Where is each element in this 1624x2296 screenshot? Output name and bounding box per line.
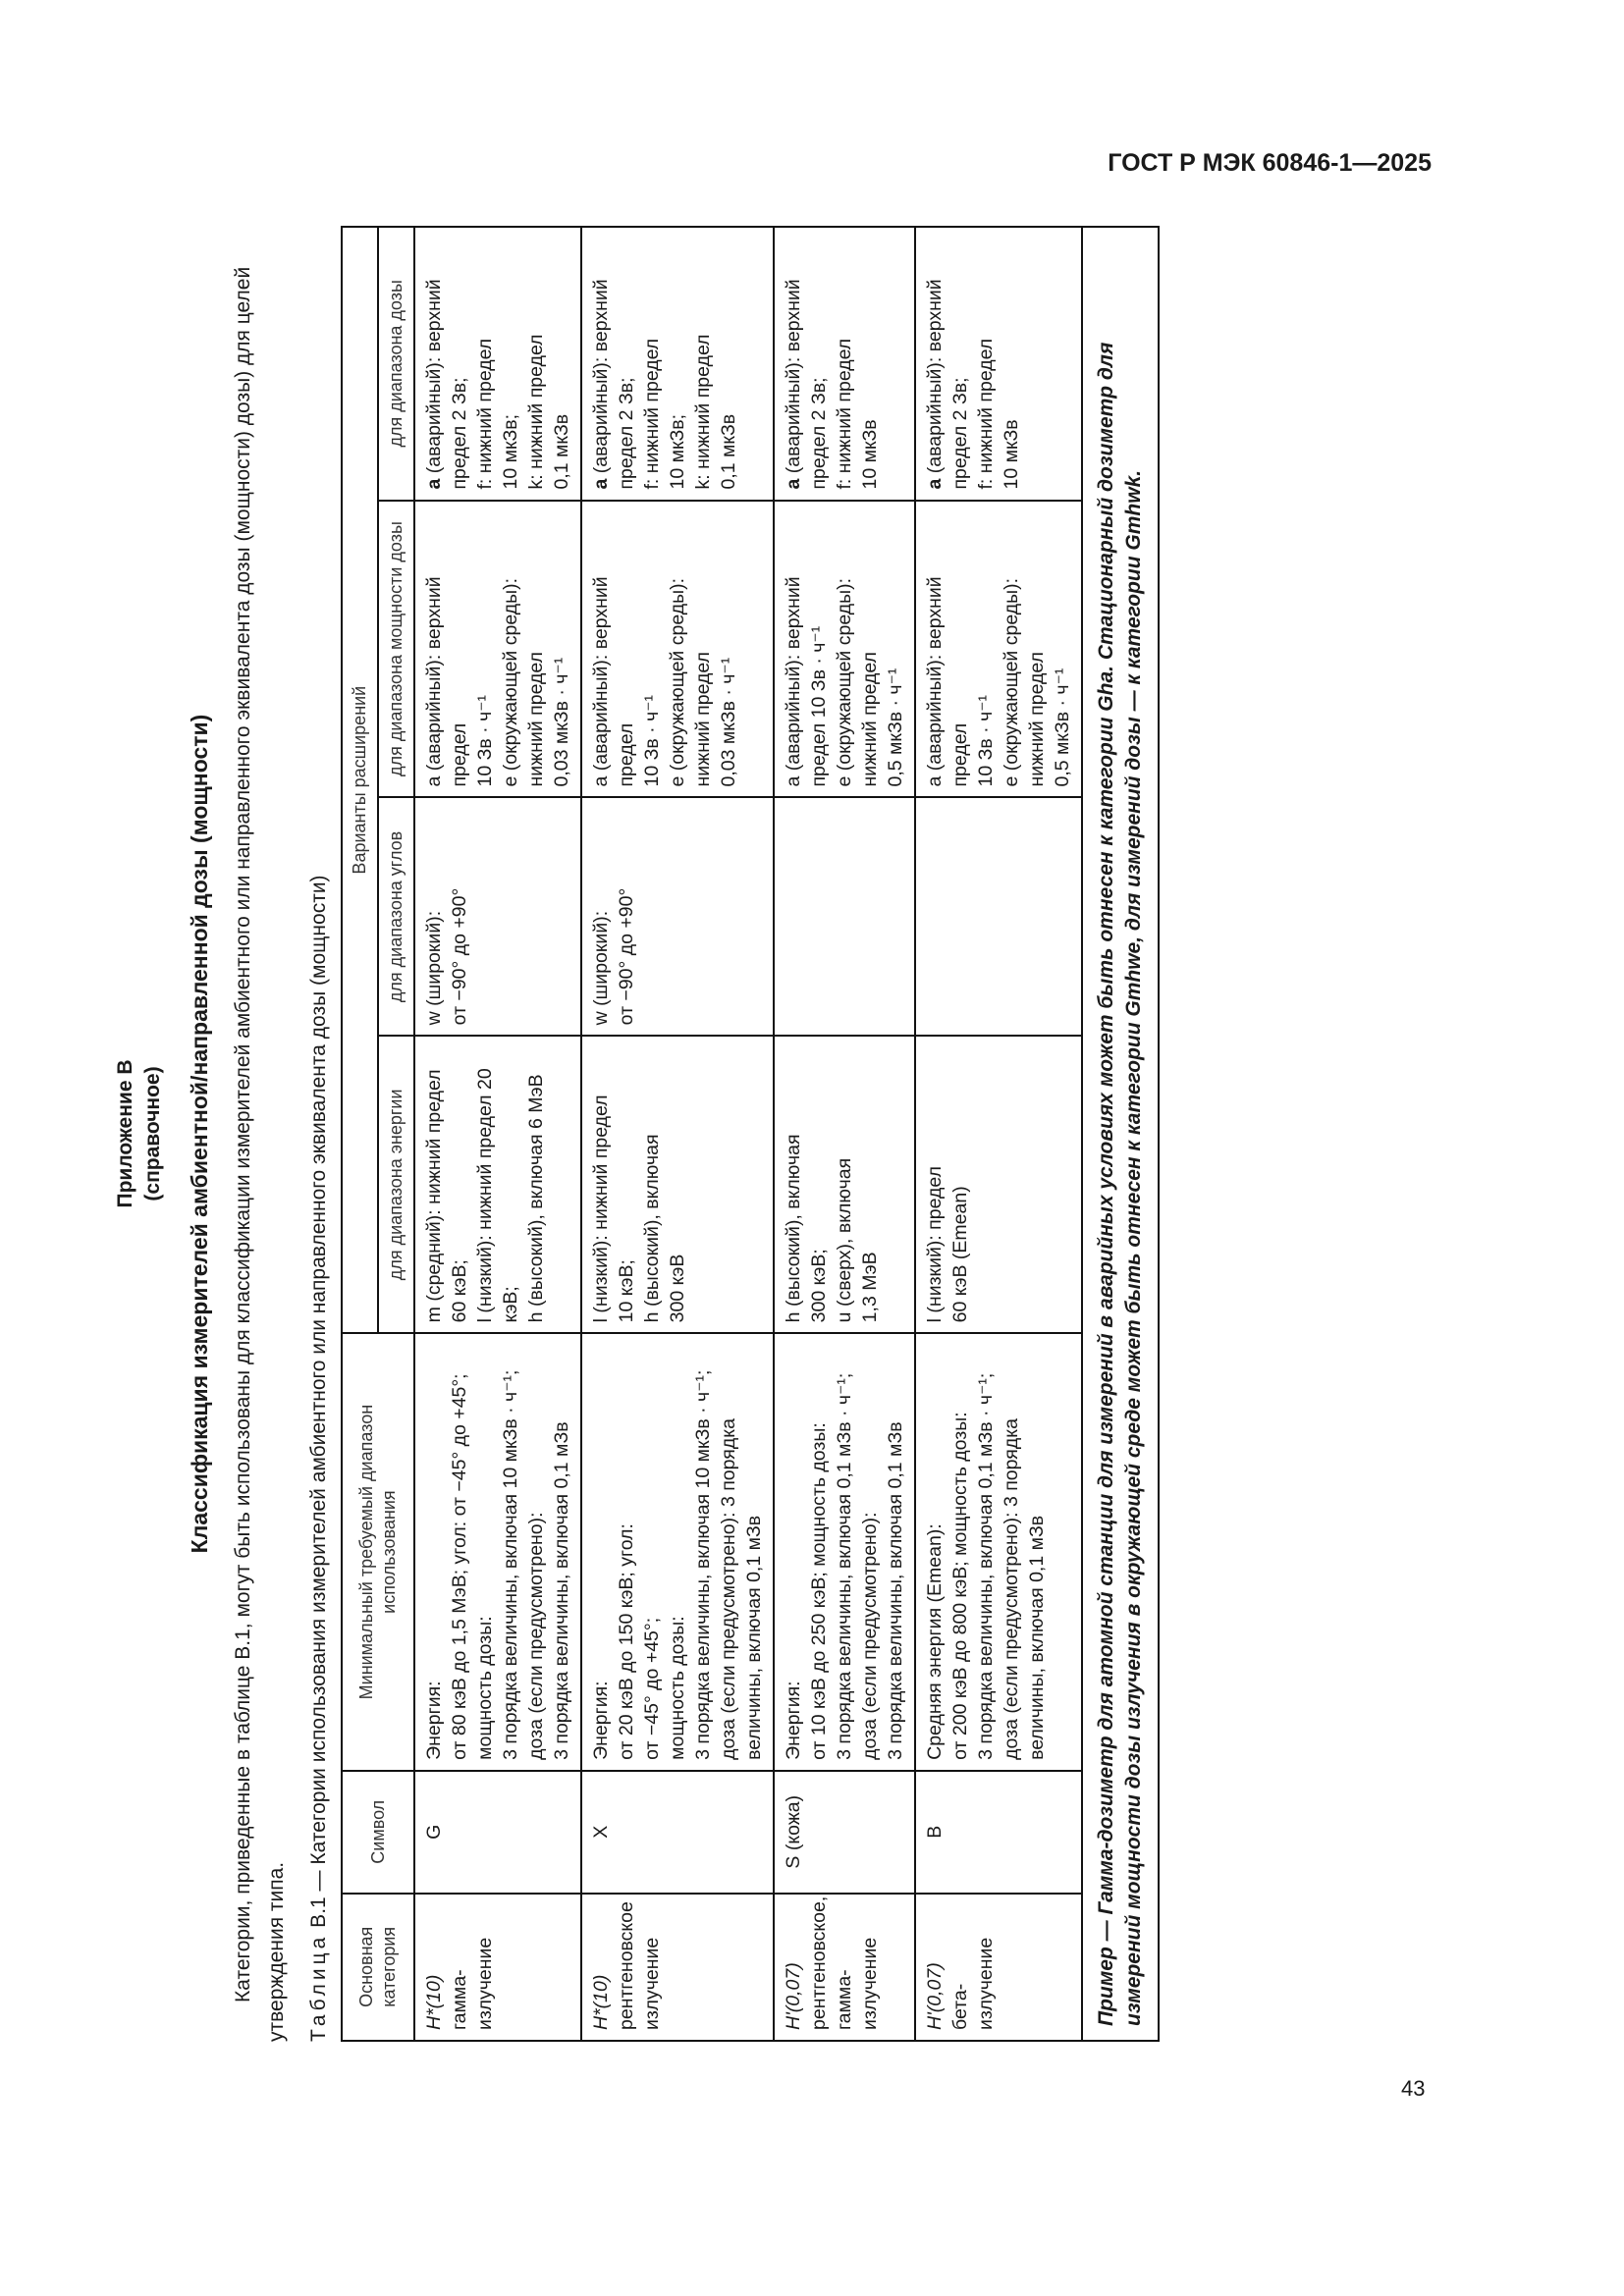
min_range-line: от 10 кэВ до 250 кэВ; мощность дозы:	[808, 1422, 830, 1760]
category-text: бета-излучение	[949, 1937, 997, 2030]
dose-line: (аварийный): верхний предел 2 Зв;	[590, 279, 637, 490]
dose-emergency-letter: a	[783, 478, 804, 490]
header-min-range: Минимальный требуемый диапазон использования	[342, 1333, 414, 1771]
appendix-heading	[112, 226, 167, 2042]
energy-line: h (высокий), включая 6 МэВ	[525, 1074, 547, 1323]
rate-line: a (аварийный): верхний предел	[590, 576, 637, 787]
header-variants: Варианты расширений	[342, 227, 378, 1333]
dose-cell	[774, 227, 915, 501]
symbol-cell: S (кожа)	[774, 1771, 915, 1894]
angles-line: от −90° до +90°	[449, 887, 470, 1026]
rate-line: 0,03 мкЗв · ч⁻¹	[718, 657, 739, 787]
rate-line: 10 Зв · ч⁻¹	[641, 694, 663, 787]
table-caption	[307, 226, 331, 2042]
header-energy: для диапазона энергии	[378, 1036, 414, 1333]
energy-line: 60 кэВ (Emean)	[949, 1186, 971, 1323]
min_range-line: доза (если предусмотрено):	[859, 1512, 881, 1760]
rate-cell	[581, 501, 774, 798]
dose-line: f: нижний предел	[834, 338, 855, 490]
rate-cell	[414, 501, 581, 798]
min_range-line: от 80 кэВ до 1,5 МэВ; угол: от −45° до +45°;	[449, 1373, 470, 1760]
rate-line: e (окружающей среды): нижний предел	[1001, 577, 1048, 787]
category-symbol: H'(0,07)	[924, 1962, 946, 2030]
dose-line: 10 мкЗв;	[667, 413, 688, 490]
category-text: рентгеновское, гамма-излучение	[808, 1896, 881, 2030]
dose-line: (аварийный): верхний предел 2 Зв;	[924, 279, 971, 490]
rotated-content	[98, 226, 1434, 2042]
min_range-line: 3 порядка величины, включая 0,1 мЗв	[551, 1421, 572, 1760]
min_range-line: Энергия:	[423, 1681, 445, 1760]
dose-line: f: нижний предел	[975, 338, 997, 490]
dose-line: (аварийный): верхний предел 2 Зв;	[783, 279, 830, 490]
rate-line: a (аварийный): верхний предел 10 Зв · ч⁻¹	[783, 576, 830, 787]
dose-cell	[414, 227, 581, 501]
rate-cell	[774, 501, 915, 798]
energy-line: l (низкий): нижний предел 20 кэВ;	[474, 1068, 521, 1323]
section-title: Классификация измерителей амбиентной/направленной дозы (мощности)	[187, 714, 212, 1554]
min_range-line: доза (если предусмотрено): 3 порядка величины, включая 0,1 мЗв	[718, 1417, 765, 1760]
min_range-line: от 20 кэВ до 150 кэВ; угол:	[616, 1523, 637, 1760]
symbol-cell: X	[581, 1771, 774, 1894]
energy-line: 300 кэВ	[667, 1254, 688, 1323]
energy-line: l (низкий): нижний предел	[590, 1095, 612, 1323]
dose-line: (аварийный): верхний предел 2 Зв;	[423, 279, 470, 490]
example-note: Пример — Гамма-дозиметр для атомной станции для измерений в аварийных условиях может быть отнесен к категории Gha. Стационарный дозиметр для измерений мощности дозы излучения в окружающей среде может быть отнесен к категории Gmhwe, для измерений дозы — к категории Gmhwk.	[1082, 227, 1159, 2041]
dose-line: 10 мкЗв	[1001, 419, 1022, 490]
rate-line: 0,03 мкЗв · ч⁻¹	[551, 657, 572, 787]
energy-line: 1,3 МэВ	[859, 1252, 881, 1323]
dose-cell	[581, 227, 774, 501]
dose-line: 0,1 мкЗв	[718, 413, 739, 490]
dose-line: f: нижний предел	[474, 338, 496, 490]
energy-line: h (высокий), включая	[783, 1134, 804, 1323]
category-cell	[581, 1894, 774, 2041]
min_range-line: доза (если предусмотрено):	[525, 1512, 547, 1760]
category-symbol: H'(0,07)	[783, 1962, 804, 2030]
angles-cell	[414, 798, 581, 1037]
dose-line: 10 мкЗв	[859, 419, 881, 490]
energy-line: u (сверх), включая	[834, 1157, 855, 1323]
min-range-cell	[581, 1333, 774, 1771]
dose-emergency-letter: a	[423, 478, 445, 490]
rate-line: 0,5 мкЗв · ч⁻¹	[1052, 667, 1073, 787]
dose-line: k: нижний предел	[525, 334, 547, 490]
category-cell	[414, 1894, 581, 2041]
min_range-line: от 200 кэВ до 800 кэВ; мощность дозы:	[949, 1412, 971, 1760]
dose-emergency-letter: a	[924, 478, 946, 490]
angles-cell	[581, 798, 774, 1037]
min_range-line: мощность дозы:	[667, 1616, 688, 1760]
min_range-line: 3 порядка величины, включая 0,1 мЗв	[885, 1421, 906, 1760]
min_range-line: 3 порядка величины, включая 10 мкЗв · ч⁻¹;	[500, 1369, 521, 1760]
caption-text: В.1 — Категории использования измерителей амбиентного или направленного эквивалента дозы (мощности)	[307, 875, 330, 1928]
energy-cell	[414, 1036, 581, 1333]
page-number: 43	[1401, 2076, 1426, 2101]
symbol-cell: B	[915, 1771, 1082, 1894]
caption-prefix: Таблица	[307, 1933, 330, 2042]
angles-cell	[774, 798, 915, 1037]
rate-line: 0,5 мкЗв · ч⁻¹	[885, 667, 906, 787]
table-row	[414, 227, 581, 2041]
min-range-cell	[774, 1333, 915, 1771]
min_range-line: доза (если предусмотрено): 3 порядка величины, включая 0,1 мЗв	[1001, 1417, 1048, 1760]
energy-line: 300 кэВ;	[808, 1249, 830, 1323]
document-code: ГОСТ Р МЭК 60846-1—2025	[1108, 149, 1432, 177]
energy-line: 10 кэВ;	[616, 1259, 637, 1323]
min-range-cell	[915, 1333, 1082, 1771]
min_range-line: 3 порядка величины, включая 10 мкЗв · ч⁻¹;	[692, 1369, 714, 1760]
category-cell	[774, 1894, 915, 2041]
category-text: гамма-излучение	[449, 1937, 496, 2030]
dose-emergency-letter: a	[590, 478, 612, 490]
angles-line: от −90° до +90°	[616, 887, 637, 1026]
dose-line: f: нижний предел	[641, 338, 663, 490]
dose-line: 10 мкЗв;	[500, 413, 521, 490]
rate-line: a (аварийный): верхний предел	[924, 576, 971, 787]
min_range-line: Энергия:	[783, 1681, 804, 1760]
min_range-line: мощность дозы:	[474, 1616, 496, 1760]
rate-line: 10 Зв · ч⁻¹	[975, 694, 997, 787]
angles-line: w (широкий):	[590, 910, 612, 1026]
min-range-cell	[414, 1333, 581, 1771]
energy-line: h (высокий), включая	[641, 1134, 663, 1323]
category-symbol: H*(10)	[423, 1974, 445, 2030]
appendix-subtitle: (справочное)	[141, 1066, 164, 1201]
classification-table	[341, 226, 1160, 2042]
rate-line: a (аварийный): верхний предел	[423, 576, 470, 787]
header-category: Основная категория	[342, 1894, 414, 2041]
min_range-line: 3 порядка величины, включая 0,1 мЗв · ч⁻¹;	[834, 1372, 855, 1760]
rate-line: 10 Зв · ч⁻¹	[474, 694, 496, 787]
intro-paragraph: Категории, приведенные в таблице В.1, могут быть использованы для классификации измерителей амбиентного или направленного эквивалента дозы (мощности) дозы) для целей утверждения типа.	[232, 266, 288, 2042]
header-dose: для диапазона дозы	[378, 227, 414, 501]
dose-line: 0,1 мкЗв	[551, 413, 572, 490]
rate-line: e (окружающей среды): нижний предел	[667, 577, 714, 787]
rate-cell	[915, 501, 1082, 798]
min_range-line: Средняя энергия (Emean):	[924, 1523, 946, 1760]
symbol-cell: G	[414, 1771, 581, 1894]
dose-line: k: нижний предел	[692, 334, 714, 490]
energy-cell	[581, 1036, 774, 1333]
energy-line: m (средний): нижний предел 60 кэВ;	[423, 1069, 470, 1323]
min_range-line: 3 порядка величины, включая 0,1 мЗв · ч⁻¹;	[975, 1372, 997, 1760]
table-row	[915, 227, 1082, 2041]
appendix-title: Приложение В	[114, 1059, 136, 1208]
category-cell	[915, 1894, 1082, 2041]
header-rate: для диапазона мощности дозы	[378, 501, 414, 798]
rate-line: e (окружающей среды): нижний предел	[500, 577, 547, 787]
category-symbol: H*(10)	[590, 1974, 612, 2030]
table-row	[581, 227, 774, 2041]
category-text: рентгеновское излучение	[616, 1901, 663, 2030]
energy-cell	[774, 1036, 915, 1333]
header-symbol: Символ	[342, 1771, 414, 1894]
header-angles: для диапазона углов	[378, 798, 414, 1037]
angles-line: w (широкий):	[423, 910, 445, 1026]
angles-cell	[915, 798, 1082, 1037]
rate-line: e (окружающей среды): нижний предел	[834, 577, 881, 787]
min_range-line: от −45° до +45°;	[641, 1617, 663, 1760]
energy-cell	[915, 1036, 1082, 1333]
dose-cell	[915, 227, 1082, 501]
min_range-line: Энергия:	[590, 1681, 612, 1760]
table-row	[774, 227, 915, 2041]
energy-line: l (низкий): предел	[924, 1166, 946, 1323]
